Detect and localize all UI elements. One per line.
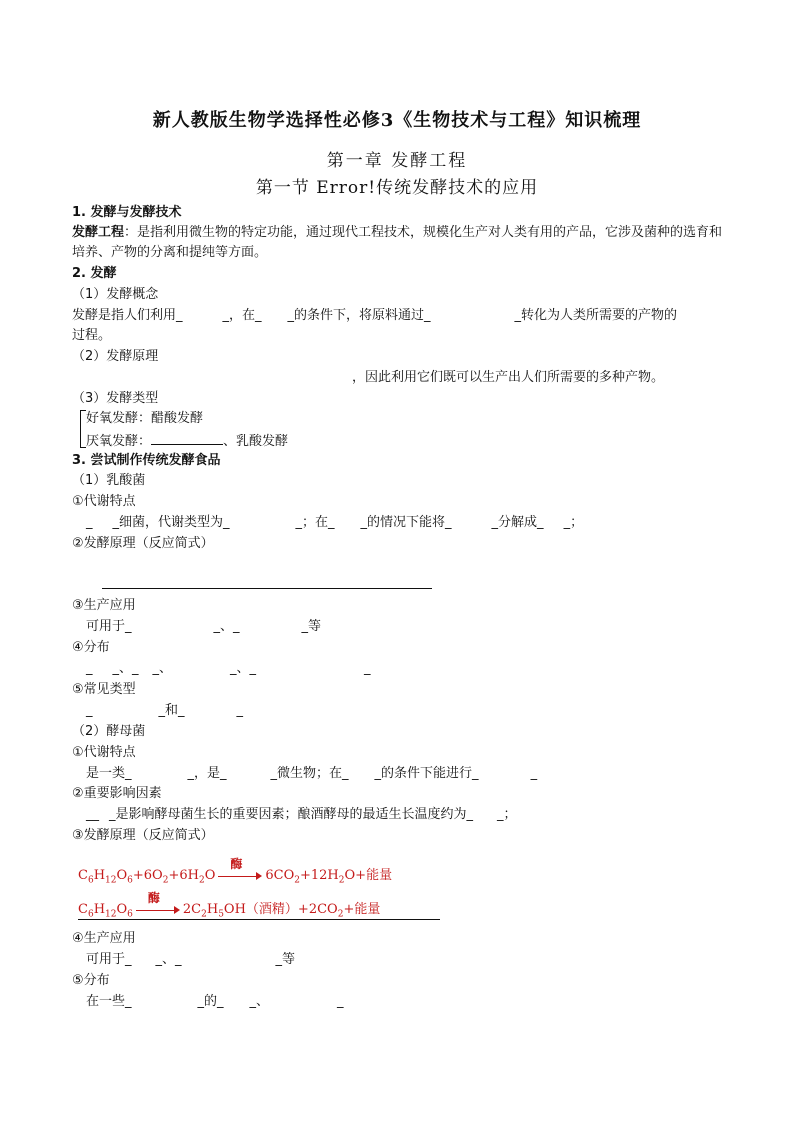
subheading-principle: （2）发酵原理 [72, 349, 159, 364]
lab-equation-line [102, 588, 432, 589]
yeast-principle-heading: ③发酵原理（反应简式） [72, 828, 214, 843]
definition-fermentation-engineering [72, 223, 727, 263]
concept-line: 发酵是指人们利用_ _，在_ _的条件下，将原料通过_ _转化为人类所需要的产物的 [72, 308, 678, 323]
reaction-arrow: 酶 [136, 905, 180, 915]
yeast-application-heading: ④生产应用 [72, 931, 136, 946]
lab-application-line: 可用于_ _、_ _等 [86, 619, 322, 634]
principle-line: ，因此利用它们既可以生产出人们所需要的多种产物。 [352, 370, 665, 385]
chapter-title: 第一章 发酵工程 [326, 151, 468, 171]
definition-text: ：是指利用微生物的特定功能，通过现代工程技术，规模化生产对人类有用的产品，它涉及菌种的选育和培养、产物的分离和提纯等方面。 [72, 225, 723, 260]
lab-application-heading: ③生产应用 [72, 598, 136, 613]
concept-line-end: 过程。 [72, 328, 112, 343]
equation-aerobic: $C_6H_{12}O_6+6O_2+6H_2O$ 酶 $6CO_2+12H_2O+$能量 [78, 856, 393, 886]
lab-distribution-heading: ④分布 [72, 640, 110, 655]
heading-fermentation-technology: 1. 发酵与发酵技术 [72, 205, 182, 220]
heading-fermentation: 2. 发酵 [72, 266, 117, 281]
lab-metabolism-line: _ _细菌，代谢类型为_ _；在_ _的情况下能将_ _分解成_ _； [86, 515, 584, 530]
lab-metabolism-heading: ①代谢特点 [72, 494, 136, 509]
blank [151, 430, 223, 445]
yeast-factor-line: __ _是影响酵母菌生长的重要因素；酿酒酵母的最适生长温度约为_ _； [86, 807, 517, 822]
yeast-equation-line [78, 919, 440, 920]
yeast-distribution-line: 在一些_ _的_ _、 _ [86, 994, 344, 1009]
term-fermentation-engineering: 发酵工程 [72, 225, 125, 240]
yeast-distribution-heading: ⑤分布 [72, 973, 110, 988]
section-title: 第一节 Error!传统发酵技术的应用 [255, 178, 539, 198]
type-aerobic: 好氧发酵：醋酸发酵 [86, 411, 204, 426]
document-title: 新人教版生物学选择性必修3《生物技术与工程》知识梳理 [152, 110, 642, 131]
lab-principle-heading: ②发酵原理（反应简式） [72, 536, 214, 551]
subheading-concept: （1）发酵概念 [72, 287, 159, 302]
yeast-application-line: 可用于_ _、_ _等 [86, 952, 296, 967]
yeast-metabolism-line: 是一类_ _，是_ _微生物；在_ _的条件下能进行_ _ [86, 766, 538, 781]
subheading-yeast: （2）酵母菌 [72, 724, 146, 739]
type-anaerobic: 厌氧发酵： 、乳酸发酵 [86, 430, 746, 452]
yeast-factor-heading: ②重要影响因素 [72, 786, 162, 801]
yeast-metabolism-heading: ①代谢特点 [72, 745, 136, 760]
subheading-lactic-acid-bacteria: （1）乳酸菌 [72, 473, 146, 488]
subheading-types: （3）发酵类型 [72, 391, 159, 406]
lab-types-line: _ _和_ _ [86, 703, 244, 718]
equation-anaerobic: $C_6H_{12}O_6$ 酶 $2C_2H_5OH$（酒精）$+2CO_2+$能量 [78, 890, 381, 920]
reaction-arrow: 酶 [218, 871, 262, 881]
lab-distribution-line: _ _、_ _、 _、_ _ [86, 661, 371, 676]
heading-traditional-foods: 3. 尝试制作传统发酵食品 [72, 453, 221, 468]
lab-types-heading: ⑤常见类型 [72, 682, 136, 697]
